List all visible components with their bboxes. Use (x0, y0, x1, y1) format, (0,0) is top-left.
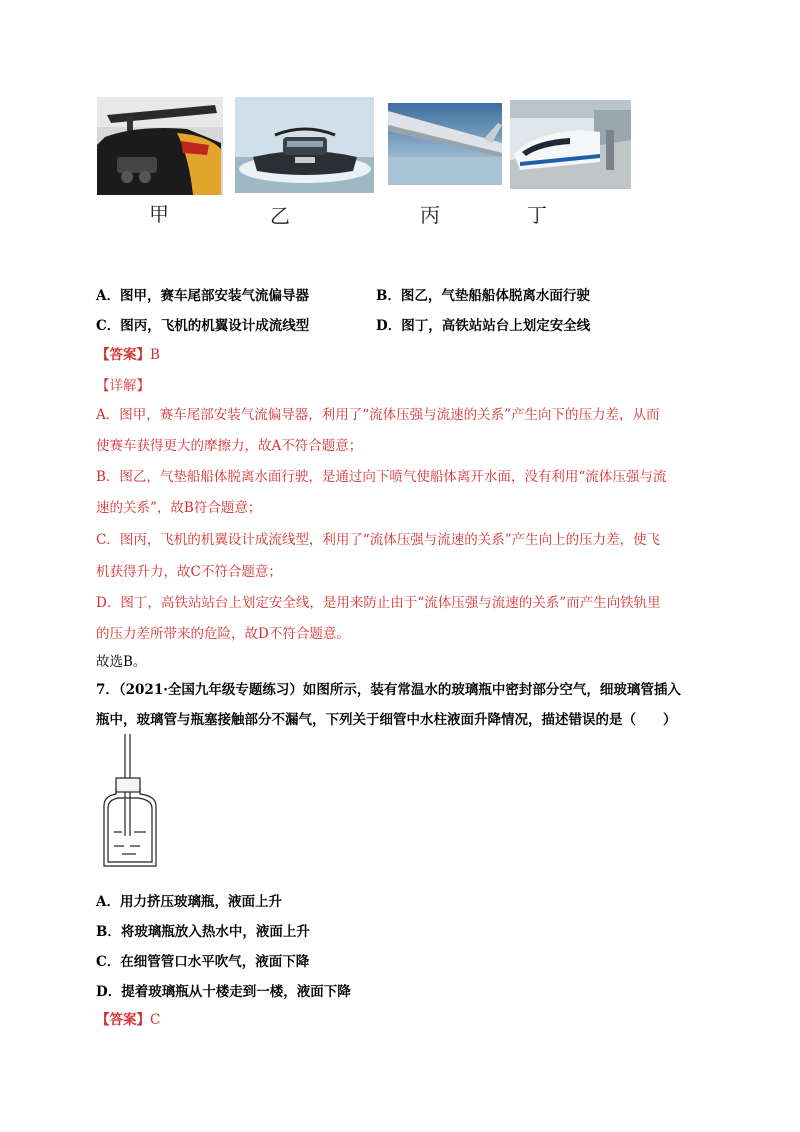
figure-caption-bing: 丙 (420, 203, 440, 227)
photo-race-car (97, 97, 223, 195)
q6-option-a: A．图甲，赛车尾部安装气流偏导器 (96, 288, 309, 304)
high-speed-train-image (510, 100, 631, 189)
q6-option-b: B．图乙，气垫船船体脱离水面行驶 (376, 288, 590, 304)
hovercraft-image (235, 97, 374, 193)
stopper (116, 778, 140, 792)
q6-detail-line: 的压力差所带来的危险，故D不符合题意。 (96, 626, 350, 642)
answer-value: B (150, 347, 160, 363)
q6-detail-line: B．图乙，气垫船船体脱离水面行驶，是通过向下喷气使船体离开水面，没有利用“流体压强与流 (96, 469, 667, 485)
answer-label: 【答案】 (96, 347, 150, 363)
q6-detail-line: C．图丙，飞机的机翼设计成流线型，利用了“流体压强与流速的关系”产生向上的压力差，使飞 (96, 532, 661, 548)
race-car-image (97, 97, 223, 195)
airplane-wing-image (388, 103, 502, 185)
q7-option-b: B．将玻璃瓶放入热水中，液面上升 (96, 924, 310, 940)
q6-option-d: D．图丁，高铁站站台上划定安全线 (376, 318, 591, 334)
q6-option-c: C．图丙，飞机的机翼设计成流线型 (96, 318, 310, 334)
q6-detail-line: 机获得升力，故C不符合题意； (96, 564, 282, 580)
q6-detail-line: A．图甲，赛车尾部安装气流偏导器，利用了“流体压强与流速的关系”产生向下的压力差，从而 (96, 407, 660, 423)
q7-stem-line-1: 7．（2021·全国九年级专题练习）如图所示，装有常温水的玻璃瓶中密封部分空气，细玻璃管插入 (96, 682, 681, 698)
figure-caption-ding: 丁 (527, 203, 547, 227)
q6-conclusion: 故选B。 (96, 654, 147, 670)
q7-option-c: C．在细管管口水平吹气，液面下降 (96, 954, 310, 970)
answer-label: 【答案】 (96, 1012, 150, 1028)
q6-answer (96, 343, 160, 363)
q7-option-a: A．用力挤压玻璃瓶，液面上升 (96, 894, 282, 910)
photo-high-speed-train (510, 100, 631, 189)
q7-answer (96, 1008, 160, 1028)
q6-detail-line: 使赛车获得更大的摩擦力，故A不符合题意； (96, 438, 363, 454)
q6-detail-line: 速的关系”，故B符合题意； (96, 500, 262, 516)
photo-airplane-wing (388, 103, 502, 185)
q6-detail-label: 【详解】 (96, 378, 150, 394)
q7-stem-line-2: 瓶中，玻璃管与瓶塞接触部分不漏气，下列关于细管中水柱液面升降情况，描述错误的是（ ） (96, 712, 677, 728)
bottle-diagram (100, 732, 160, 868)
q7-option-d: D．提着玻璃瓶从十楼走到一楼，液面下降 (96, 984, 351, 1000)
q6-detail-line: D．图丁，高铁站站台上划定安全线，是用来防止由于“流体压强与流速的关系”而产生向铁轨里 (96, 595, 661, 611)
answer-value: C (150, 1012, 161, 1028)
photo-hovercraft (235, 97, 374, 193)
figure-caption-yi: 乙 (270, 204, 290, 228)
figure-caption-jia: 甲 (149, 202, 169, 226)
